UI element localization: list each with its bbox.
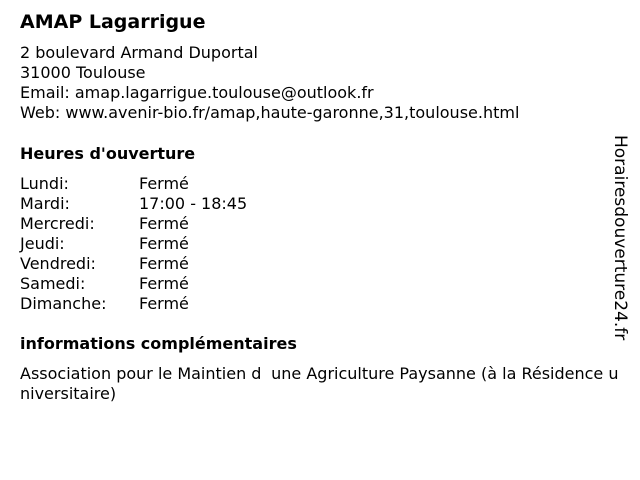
day-label: Vendredi: bbox=[20, 254, 96, 273]
contact-block bbox=[20, 43, 519, 123]
day-label: Lundi: bbox=[20, 174, 69, 193]
day-label: Samedi: bbox=[20, 274, 86, 293]
address-line-2: 31000 Toulouse bbox=[20, 63, 146, 82]
day-hours: Fermé bbox=[139, 214, 189, 233]
day-hours: Fermé bbox=[139, 274, 189, 293]
day-label: Mercredi: bbox=[20, 214, 95, 233]
day-hours: Fermé bbox=[139, 254, 189, 273]
hours-heading: Heures d'ouverture bbox=[20, 144, 196, 163]
web-line[interactable]: Web: www.avenir-bio.fr/amap,haute-garonne,31,toulouse.html bbox=[20, 103, 520, 122]
day-hours: Fermé bbox=[139, 294, 189, 313]
site-watermark: Horairesdouverture24.fr bbox=[610, 135, 630, 341]
day-label: Mardi: bbox=[20, 194, 70, 213]
day-hours: 17:00 - 18:45 bbox=[139, 194, 248, 213]
info-text: Association pour le Maintien dune Agriculture Paysanne (à la Résidence universitaire) bbox=[20, 364, 619, 403]
email-line[interactable]: Email: amap.lagarrigue.toulouse@outlook.fr bbox=[20, 83, 374, 102]
business-name: AMAP Lagarrigue bbox=[20, 11, 206, 33]
day-hours: Fermé bbox=[139, 174, 189, 193]
day-hours: Fermé bbox=[139, 234, 189, 253]
address-line-1: 2 boulevard Armand Duportal bbox=[20, 43, 258, 62]
info-heading: informations complémentaires bbox=[20, 334, 297, 353]
day-label: Dimanche: bbox=[20, 294, 107, 313]
day-label: Jeudi: bbox=[20, 234, 65, 253]
